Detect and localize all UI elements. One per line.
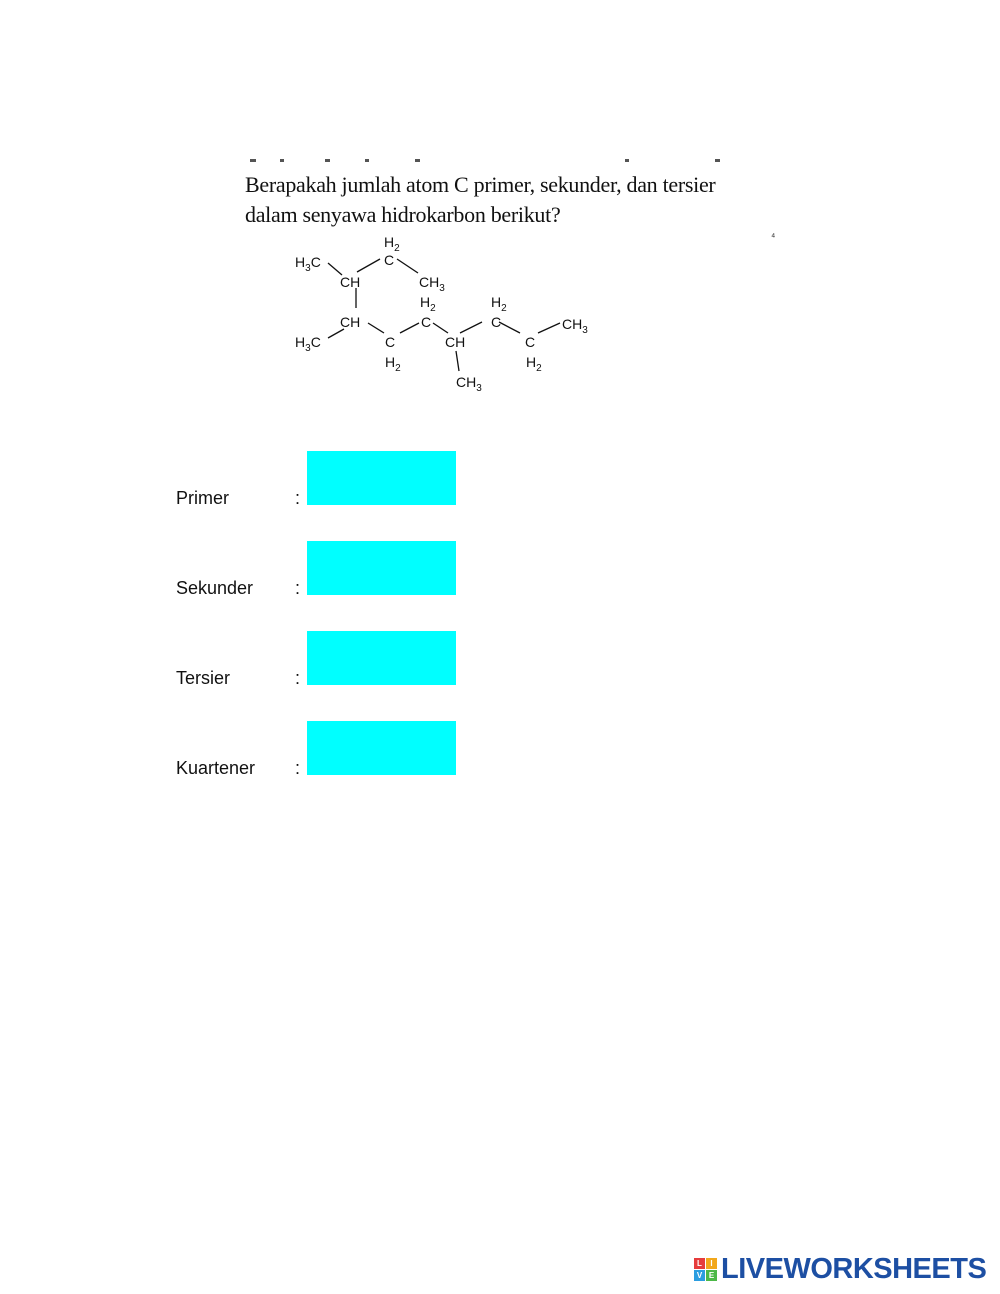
atom-h3c-lower: $H_3C$ [295, 334, 321, 354]
atom-c-mid-1: C [421, 314, 432, 330]
atom-ch3-bottom: $CH_3$ [456, 374, 482, 394]
atom-ch-mid: CH [445, 334, 466, 350]
atom-ch-upper: CH [340, 274, 361, 290]
liveworksheets-logo[interactable] [694, 1253, 986, 1286]
stray-mark: ⁴ [771, 232, 776, 243]
atom-h2-low-2: $H_2$ [526, 354, 542, 374]
atom-ch-lower: CH [340, 314, 361, 330]
cut-off-text-fragment [245, 150, 765, 162]
primer-answer-input[interactable] [307, 451, 456, 505]
logo-icon: L I V E [694, 1258, 717, 1281]
atom-c-top: C [384, 252, 395, 268]
atom-ch3-upper: $CH_3$ [419, 274, 445, 294]
tersier-answer-input[interactable] [307, 631, 456, 685]
logo-text: LIVEWORKSHEETS [721, 1253, 987, 1285]
colon: : [295, 578, 301, 598]
question-line-2: dalam senyawa hidrokarbon berikut? [245, 202, 561, 227]
colon: : [295, 488, 301, 508]
atom-ch3-right: $CH_3$ [562, 316, 588, 336]
tersier-label: Tersier [176, 668, 231, 688]
atom-c-mid-2: C [491, 314, 502, 330]
hydrocarbon-structure [280, 225, 610, 400]
atom-c-low-1: C [385, 334, 396, 350]
colon: : [295, 758, 301, 778]
atom-h2-mid-left: $H_2$ [420, 294, 436, 314]
atom-h2-mid-right: $H_2$ [491, 294, 507, 314]
question-text [245, 170, 715, 230]
atom-h2-top: $H_2$ [384, 234, 400, 254]
sekunder-answer-input[interactable] [307, 541, 456, 595]
atom-c-low-2: C [525, 334, 536, 350]
kuartener-answer-input[interactable] [307, 721, 456, 775]
kuartener-label: Kuartener [176, 758, 256, 778]
question-line-1: Berapakah jumlah atom C primer, sekunder, dan tersier [245, 172, 716, 197]
atom-h2-low-1: $H_2$ [385, 354, 401, 374]
atom-h3c-top: $H_3C$ [295, 254, 321, 274]
sekunder-label: Sekunder [176, 578, 254, 598]
primer-label: Primer [176, 488, 229, 508]
colon: : [295, 668, 301, 688]
